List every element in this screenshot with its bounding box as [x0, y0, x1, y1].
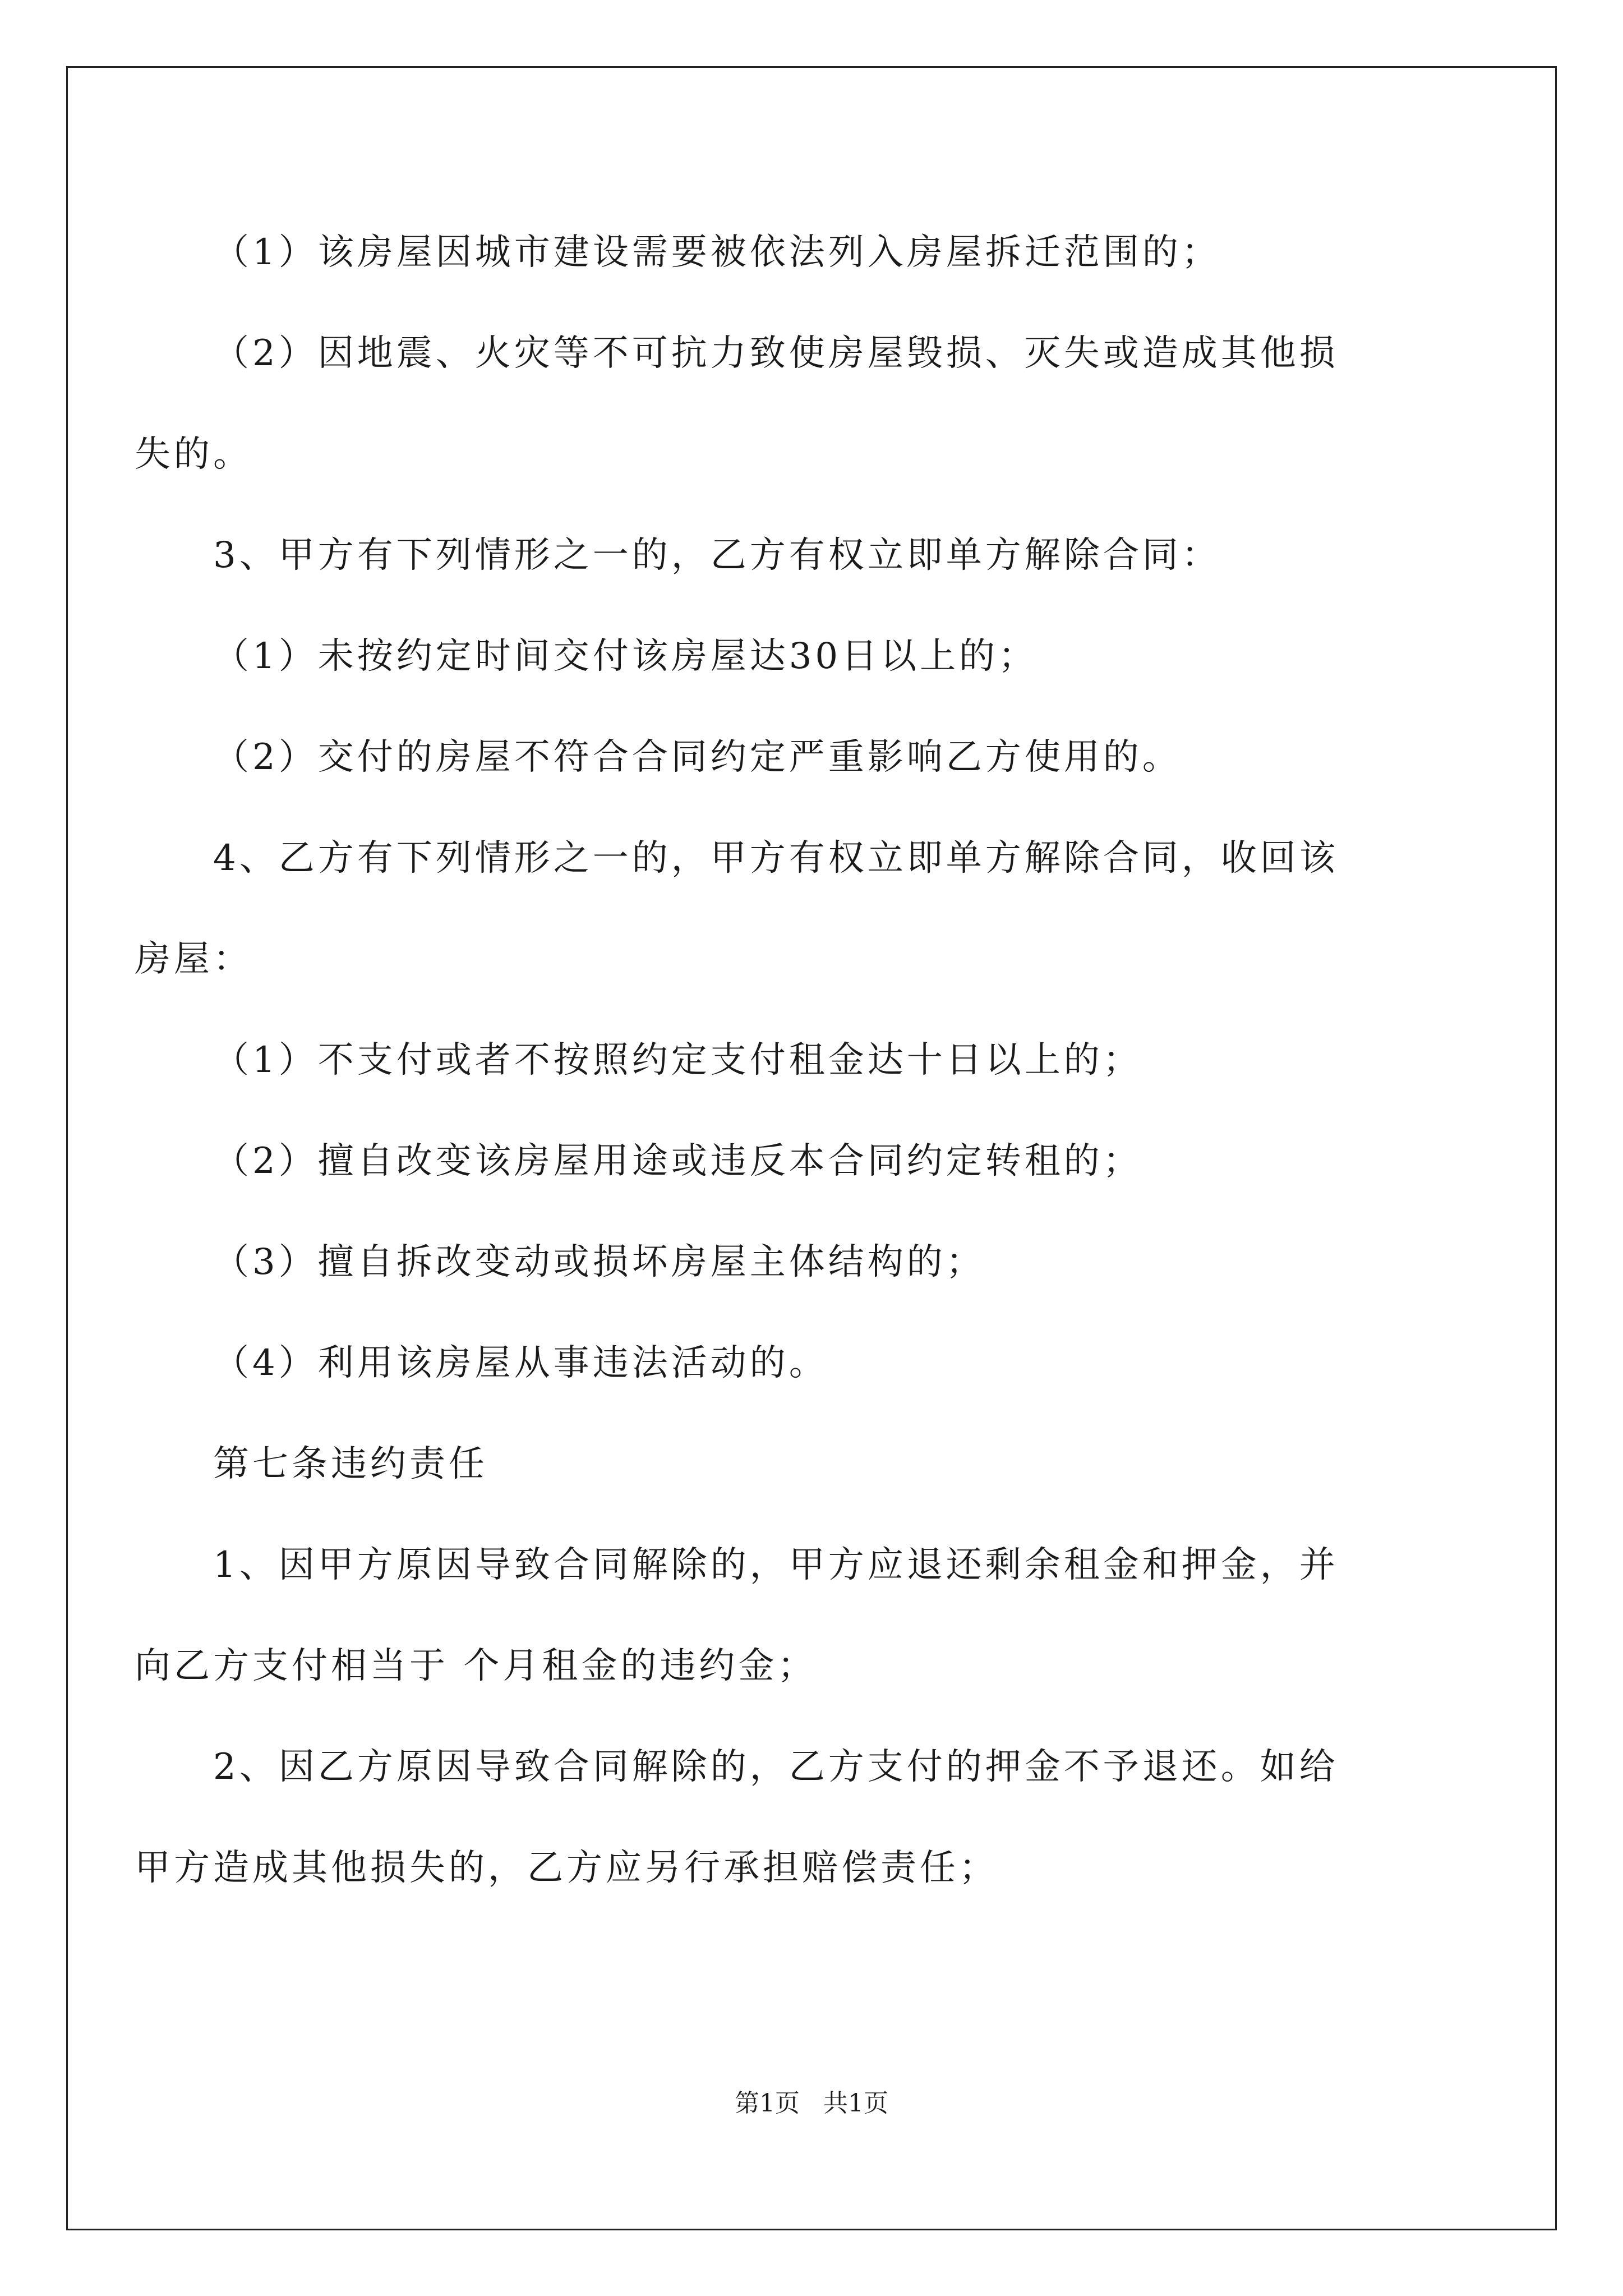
clause-line: 1、因甲方原因导致合同解除的，甲方应退还剩余租金和押金，并 — [213, 1544, 1339, 1586]
clause-line: （1）未按约定时间交付该房屋达30日以上的； — [213, 636, 1038, 677]
clause-line: （2）交付的房屋不符合合同约定严重影响乙方使用的。 — [213, 737, 1182, 778]
clause-line: 向乙方支付相当于 个月租金的违约金； — [135, 1645, 817, 1687]
clause-line: （1）不支付或者不按照约定支付租金达十日以上的； — [213, 1039, 1142, 1081]
clause-line: （3）擅自拆改变动或损坏房屋主体结构的； — [213, 1241, 985, 1283]
clause-line: 失的。 — [135, 434, 252, 475]
clause-line: 2、因乙方原因导致合同解除的，乙方支付的押金不予退还。如给 — [213, 1746, 1339, 1788]
clause-line: 房屋： — [135, 938, 252, 980]
clause-line: （1）该房屋因城市建设需要被依法列入房屋拆迁范围的； — [213, 232, 1221, 273]
clause-line: 甲方造成其他损失的，乙方应另行承担赔偿责任； — [135, 1847, 998, 1889]
section-heading: 第七条违约责任 — [213, 1443, 488, 1485]
clause-line: （2）因地震、火灾等不可抗力致使房屋毁损、灭失或造成其他损 — [213, 333, 1339, 374]
clause-line: （2）擅自改变该房屋用途或违反本合同约定转租的； — [213, 1140, 1142, 1182]
page-footer: 第1页 共1页 — [735, 2089, 888, 2118]
clause-line: （4）利用该房屋从事违法活动的。 — [213, 1342, 828, 1384]
clause-line: 3、甲方有下列情形之一的，乙方有权立即单方解除合同： — [213, 535, 1221, 576]
clause-line: 4、乙方有下列情形之一的，甲方有权立即单方解除合同，收回该 — [213, 838, 1339, 879]
